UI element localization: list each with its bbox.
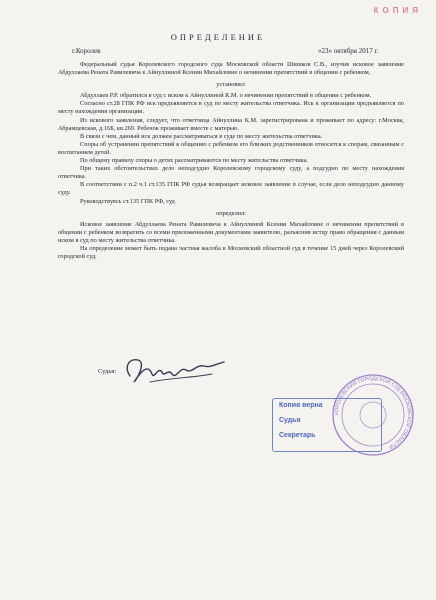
seal-text: КОРОЛЕВСКИЙ ГОРОДСКОЙ СУД МОСКОВСКОЙ ОБЛАСТИ (333, 375, 413, 450)
stamp-line-3: Секретарь (279, 432, 316, 439)
certified-copy-stamp (272, 398, 382, 452)
stamp-line-2: Судья (279, 417, 301, 424)
document-place: г.Королев (72, 47, 101, 55)
intro-paragraph: Федеральный судья Королевского городского суда Московской области Шишков С.В., изучив исковое заявление Абдуллаева Рената Равилевича к Айнуллиной Ксении Михайловне о нечинении препятствий в общении с ребенком, (58, 61, 404, 77)
paragraph: Руководствуясь ст.135 ГПК РФ, суд (80, 197, 175, 205)
document-date: «23» октября 2017 г. (318, 47, 379, 55)
paragraph: Из искового заявления, следует, что ответчица Айнуллина К.М. зарегистрирована и проживает по адресу: г.Москва, Абрамцевская, д.16Б, кв.269. Ребенок проживает вместе с матерью. (58, 116, 404, 132)
paragraph: Споры об устранении препятствий к общению с ребенком его близких родственников относятся к спорам, связанным с воспитанием детей. (58, 140, 404, 156)
document-title: ОПРЕДЕЛЕНИЕ (170, 32, 266, 42)
ruling-paragraph: На определение может быть подана частная жалоба в Московский областной суд в течение 15 дней через Королевский городской суд. (58, 244, 404, 261)
paragraph: Абдуллаев Р.Р. обратился в суд с иском к Айнуллиной К.М. о нечинении препятствий в общении с ребенком. (80, 92, 372, 100)
paragraph: В связи с чем, данный иск должен рассматриваться в суде по месту жительства ответчика. (80, 132, 323, 140)
determined-heading: определил: (216, 209, 246, 217)
paragraph: По общему правилу споры о детях рассматриваются по месту жительства ответчика. (80, 157, 309, 165)
document-body (58, 61, 404, 261)
established-heading: установил: (216, 81, 246, 89)
paragraph: В соответствии с п.2 ч.1 ст.135 ГПК РФ судья возвращает исковое заявление в случае, если дело неподсудно данному суду. (58, 181, 404, 197)
signature-label: Судья: (98, 368, 117, 375)
paragraph: Согласно ст.28 ГПК РФ иск предъявляется в суд по месту жительства ответчика. Иск к организации предъявляется по месту нахождения организации. (58, 100, 404, 116)
ruling-paragraph: Исковое заявление Абдуллаева Рената Равилевича к Айнуллиной Ксении Михайловне о нечинении препятствий в общении с ребенком возвратить со всеми приложенными документами заявителю, разъяснив истцу право обращения с данным иском в суд по месту жительства ответчика. (58, 220, 404, 244)
paragraph: При таких обстоятельствах дело неподсудно Королевскому городскому суду, а подсудно по месту нахождения ответчика. (58, 165, 404, 181)
judge-signature (120, 352, 230, 390)
stamp-line-1: Копия верна (279, 402, 323, 409)
copy-stamp: КОПИЯ (373, 6, 422, 15)
